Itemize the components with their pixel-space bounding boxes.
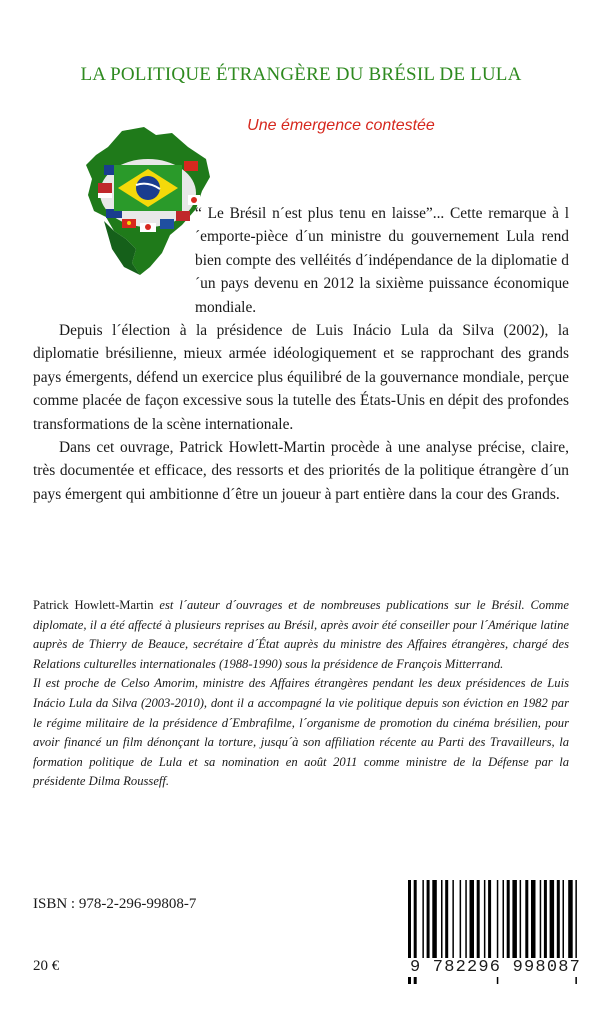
intro-text <box>33 202 569 506</box>
bio-paragraph-1-text: est l´auteur d´ouvrages et de nombreuses publications sur le Brésil. Comme diplomate, il a été affecté à plusieurs reprises au Brésil, après avoir été conseiller pour l´Amérique latine auprès de Thierry de Beauce, secrétaire d´État auprès du ministre des Affaires étrangères, chargé des Relations culturelles internationales (1988-1990) sous la présidence de François Mitterrand. <box>33 598 569 671</box>
intro-paragraph-1: “ Le Brésil n´est plus tenu en laisse”... Cette remarque à l´emporte-pièce d´un ministre du gouvernement Lula rend bien compte des velléités d´indépendance de la diplomatie d´un pays devenu en 2012 la sixième puissance économique mondiale. <box>195 205 569 316</box>
barcode-bar <box>422 880 424 958</box>
barcode-bar <box>544 880 547 958</box>
barcode-bar <box>507 880 510 958</box>
barcode-bar <box>531 880 536 958</box>
barcode-bar <box>441 880 443 958</box>
barcode-bar <box>540 880 542 958</box>
barcode-bar <box>445 880 448 958</box>
author-name: Patrick Howlett-Martin <box>33 598 154 612</box>
barcode-bar <box>460 880 462 958</box>
barcode-bar <box>484 880 486 958</box>
barcode-bar <box>563 880 565 958</box>
price: 20 € <box>33 958 60 974</box>
barcode-bar <box>465 880 467 958</box>
book-subtitle: Une émergence contestée <box>247 117 435 134</box>
bio-paragraph-1 <box>33 596 569 674</box>
barcode-bar <box>568 880 573 958</box>
barcode-bar <box>488 880 491 958</box>
book-title: LA POLITIQUE ÉTRANGÈRE DU BRÉSIL DE LULA <box>80 64 522 85</box>
barcode-bar <box>520 880 522 958</box>
barcode-bar <box>512 880 517 958</box>
intro-paragraph-3: Dans cet ouvrage, Patrick Howlett-Martin procède à une analyse précise, claire, très documentée et efficace, des ressorts et des priorités de la politique étrangère d´un pays émergent qui ambitionne d´être un joueur à part entière dans la cour des Grands. <box>33 439 569 503</box>
author-bio <box>33 596 569 792</box>
intro-paragraph-2: Depuis l´élection à la présidence de Luis Inácio Lula da Silva (2002), la diplomatie brésilienne, mieux armée idéologiquement et se rapprochant des grands pays émergents, défend un exercice plus équilibré de la gouvernance mondiale, perçue comme placée de façon excessive sous la tutelle des États-Unis en dépit des profondes transformations de la scène internationale. <box>33 322 569 433</box>
barcode-bar <box>477 880 480 958</box>
barcode-bar <box>452 880 454 958</box>
barcode-bar <box>503 880 505 958</box>
barcode-digits: 9 782296 998087 <box>404 958 600 977</box>
barcode-bar <box>550 880 555 958</box>
barcode-bar <box>525 880 528 958</box>
barcode-bar <box>470 880 475 958</box>
barcode-bar <box>432 880 437 958</box>
barcode-bar <box>427 880 430 958</box>
isbn: ISBN : 978-2-296-99808-7 <box>33 896 197 912</box>
barcode-bar <box>557 880 560 958</box>
bio-paragraph-2: Il est proche de Celso Amorim, ministre des Affaires étrangères pendant les deux présidences de Luis Inácio Lula da Silva (2003-2010), dont il a accompagné la vie politique depuis son éviction en 1982 par le régime militaire de la présidence d´Embrafilme, l´organisme de promotion du cinéma brésilien, pour avoir financé un film dénonçant la torture, jusqu´à son affiliation récente au Parti des Travailleurs, la formation politique de Lula et sa nomination en août 2011 comme ministre de la Défense par la présidente Dilma Rousseff. <box>33 676 569 789</box>
